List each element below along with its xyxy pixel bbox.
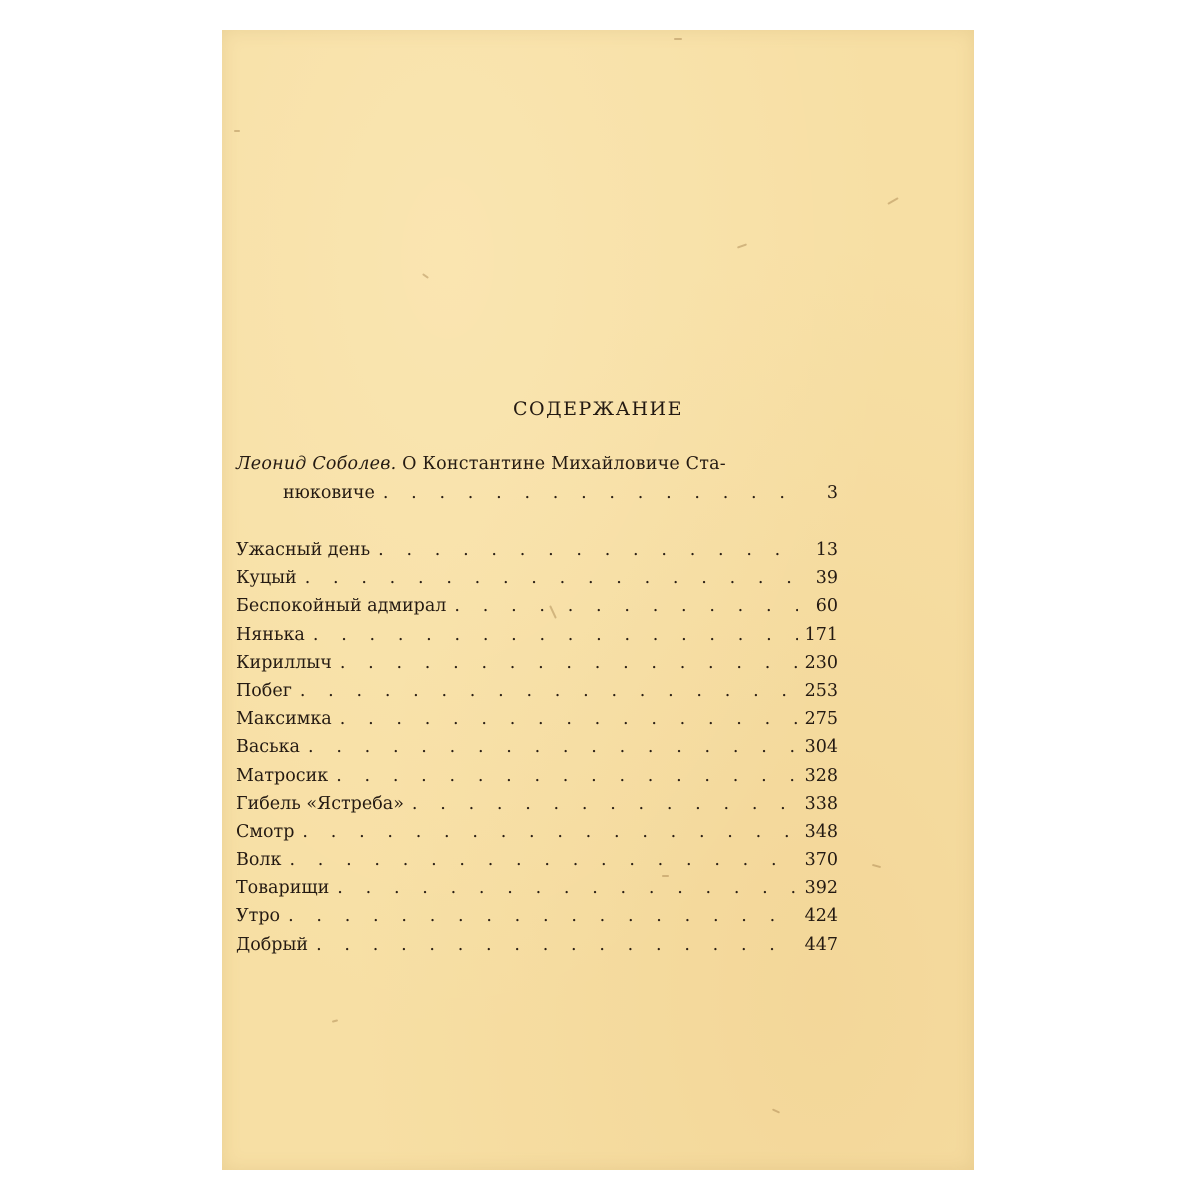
dot-leader	[332, 649, 798, 677]
dot-leader	[292, 677, 798, 705]
toc-entry-page: 39	[815, 568, 838, 589]
paper-fleck	[422, 273, 429, 279]
intro-entry	[236, 450, 838, 508]
dot-leader	[297, 564, 798, 592]
intro-page-number: 3	[826, 483, 838, 503]
dot-leader	[328, 762, 798, 790]
dot-leader	[294, 818, 798, 846]
dot-leader	[305, 621, 798, 649]
toc-entry-page: 447	[804, 934, 838, 955]
toc-entry-title: Кириллыч	[236, 652, 332, 673]
toc-entry-page: 392	[804, 878, 838, 899]
toc-entry-page: 253	[804, 680, 838, 701]
toc-entry-title: Куцый	[236, 568, 297, 589]
toc-entry-page: 328	[804, 765, 838, 786]
paper-fleck	[332, 1019, 338, 1022]
toc-entry-title: Максимка	[236, 709, 332, 730]
toc-entry-title: Гибель «Ястреба»	[236, 793, 404, 814]
dot-leader	[370, 536, 798, 564]
book-page	[222, 30, 974, 1170]
paper-fleck	[234, 130, 240, 132]
toc-entry	[236, 931, 838, 959]
paper-fleck	[872, 864, 881, 868]
toc-entry	[236, 874, 838, 902]
toc-entry	[236, 818, 838, 846]
toc-entry	[236, 902, 838, 930]
paper-fleck	[772, 1108, 780, 1113]
toc-entry-page: 338	[804, 793, 838, 814]
toc-list	[236, 536, 838, 959]
toc-entry-title: Смотр	[236, 821, 295, 842]
dot-leader	[308, 931, 798, 959]
toc-entry-page: 230	[804, 652, 838, 673]
toc-entry-title: Волк	[236, 850, 282, 871]
toc-entry-page: 370	[804, 850, 838, 871]
toc-entry-title: Товарищи	[236, 878, 330, 899]
paper-fleck	[674, 38, 682, 40]
dot-leader	[332, 705, 798, 733]
dot-leader	[446, 592, 798, 620]
toc-entry-title: Утро	[236, 906, 281, 927]
toc-entry	[236, 677, 838, 705]
toc-entry-page: 171	[804, 624, 838, 645]
toc-entry-page: 60	[815, 596, 838, 617]
toc-entry-page: 424	[804, 906, 838, 927]
toc-entry-title: Добрый	[236, 934, 309, 955]
toc-entry	[236, 762, 838, 790]
toc-entry-title: Матросик	[236, 765, 329, 786]
page-title: СОДЕРЖАНИЕ	[513, 398, 683, 420]
toc-entry-title: Беспокойный адмирал	[236, 596, 447, 617]
paper-fleck	[737, 243, 747, 248]
intro-line-1	[236, 450, 838, 479]
intro-title-part1: О Константине Михайловиче Ста-	[402, 454, 726, 474]
toc-entry-page: 13	[815, 540, 838, 560]
toc-entry	[236, 733, 838, 761]
intro-line-2	[236, 479, 838, 508]
toc-entry-title: Васька	[236, 737, 300, 758]
toc-entry	[236, 592, 838, 620]
dot-leader	[280, 902, 798, 930]
toc-entry-page: 348	[804, 821, 838, 842]
toc-entry-title: Ужасный день	[236, 540, 371, 560]
toc-entry	[236, 790, 838, 818]
toc-entry-title: Нянька	[236, 624, 305, 645]
dot-leader	[404, 790, 798, 818]
dot-leader	[281, 846, 798, 874]
toc-entry	[236, 564, 838, 592]
toc-entry	[236, 536, 838, 564]
dot-leader	[375, 479, 798, 508]
toc-entry-title: Побег	[236, 680, 292, 701]
dot-leader	[300, 733, 798, 761]
toc-entry-page: 304	[804, 737, 838, 758]
intro-title-part2: нюковиче	[283, 483, 375, 503]
toc-entry-page: 275	[804, 709, 838, 730]
dot-leader	[329, 874, 798, 902]
intro-author: Леонид Соболев.	[236, 454, 397, 474]
paper-fleck	[887, 197, 898, 205]
toc-entry	[236, 705, 838, 733]
toc-entry	[236, 621, 838, 649]
toc-entry	[236, 649, 838, 677]
toc-entry	[236, 846, 838, 874]
